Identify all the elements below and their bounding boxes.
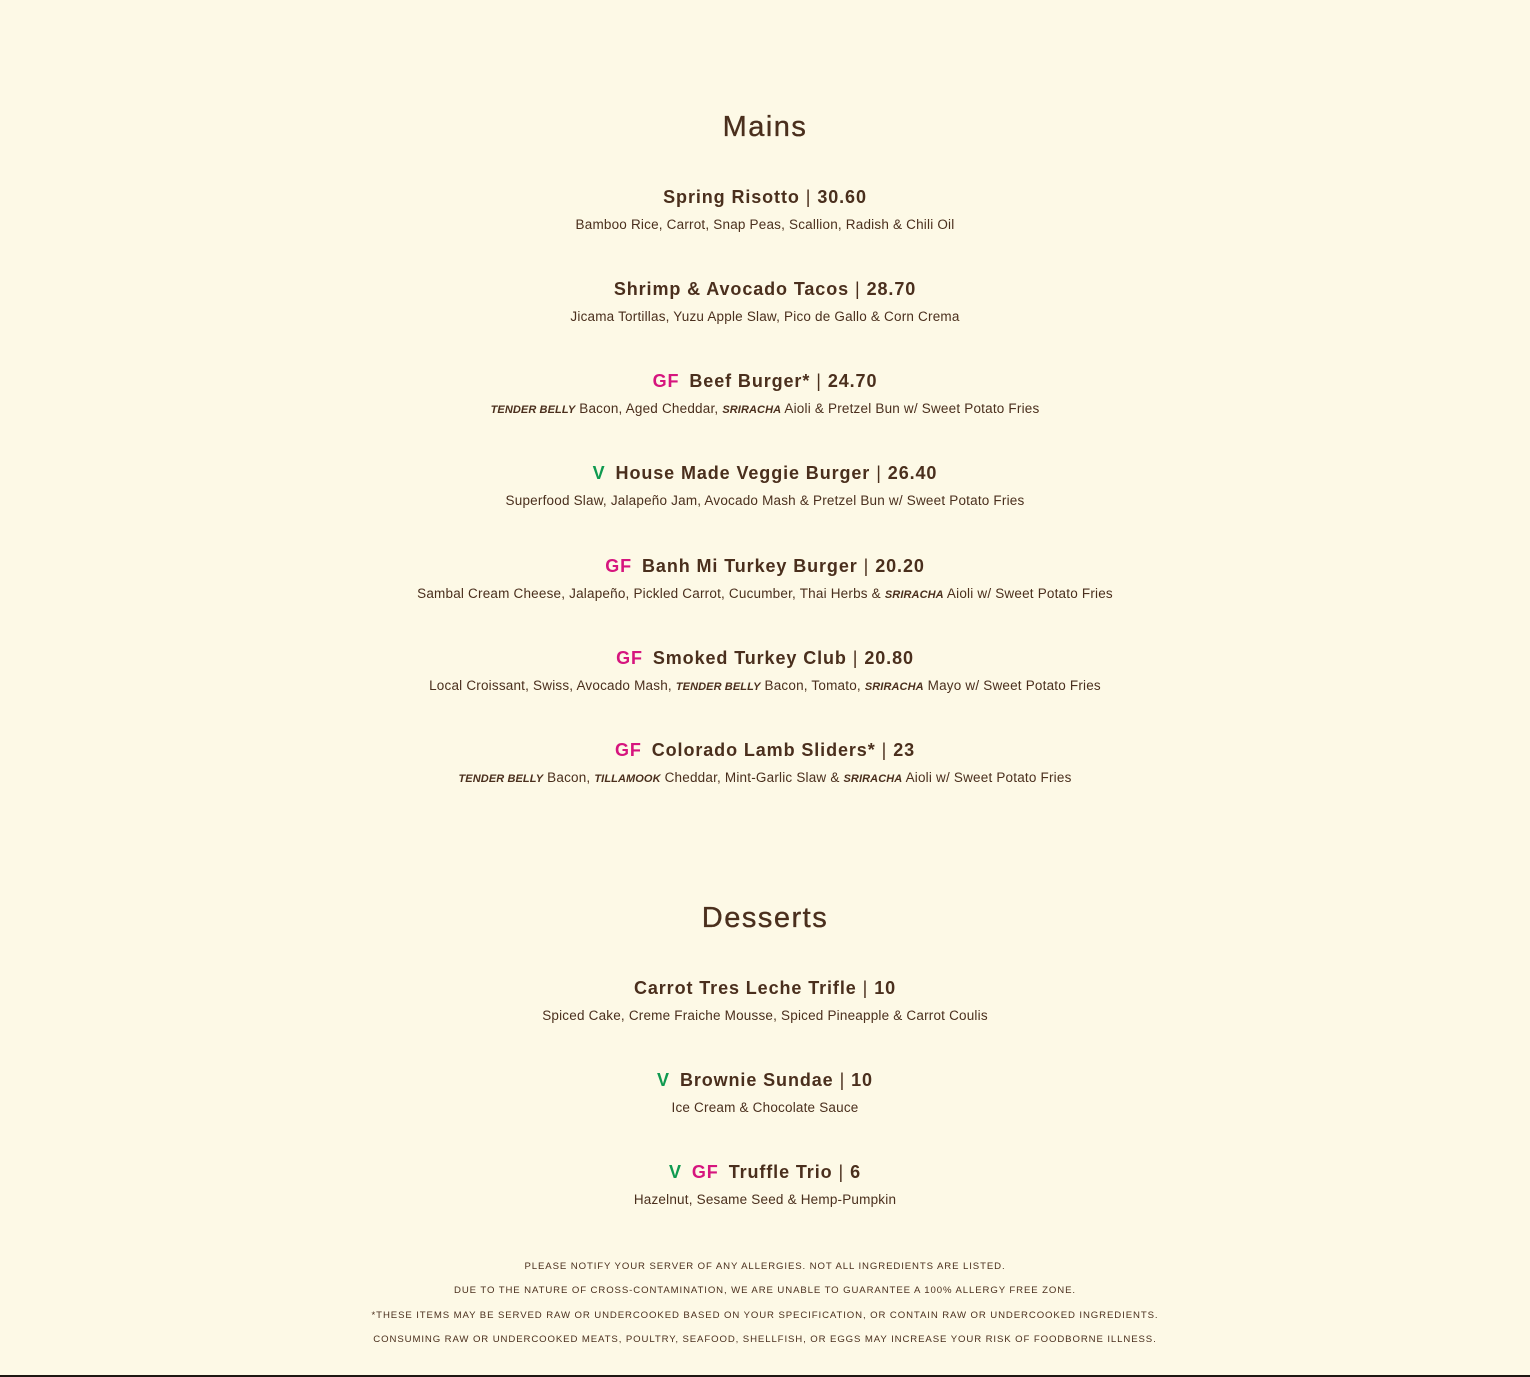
allergy-note: CONSUMING RAW OR UNDERCOOKED MEATS, POULTRY, SEAFOOD, SHELLFISH, OR EGGS MAY INCREASE YOUR RISK OF FOODBORNE ILLNESS.	[373, 1334, 1157, 1346]
menu-item-title	[0, 739, 1530, 761]
vegetarian-badge: V	[592, 463, 606, 483]
menu-item-description	[0, 1191, 1530, 1209]
description-text: Bacon,	[543, 770, 595, 785]
menu-item-price: 23	[893, 740, 916, 760]
menu-item-price: 20.20	[875, 556, 925, 576]
vegetarian-badge: V	[657, 1070, 670, 1090]
gluten-free-badge: GF	[605, 556, 633, 576]
description-text: Spiced Cake, Creme Fraiche Mousse, Spiced Pineapple & Carrot Coulis	[542, 1008, 988, 1023]
menu-item	[0, 370, 1530, 419]
description-text: Cheddar, Mint-Garlic Slaw &	[660, 770, 844, 785]
menu-item-description	[0, 1099, 1530, 1117]
menu-item-description	[0, 677, 1530, 696]
menu-item-name: Colorado Lamb Sliders*	[651, 740, 876, 760]
menu-item-title	[0, 186, 1530, 208]
menu-item-title	[0, 647, 1530, 669]
brand-name: TILLAMOOK	[594, 773, 661, 785]
menu-item-title	[0, 1161, 1530, 1183]
menu-item-price: 30.60	[817, 187, 867, 207]
description-text: Bamboo Rice, Carrot, Snap Peas, Scallion, Radish & Chili Oil	[575, 217, 955, 232]
menu-item-name: Banh Mi Turkey Burger	[642, 556, 858, 576]
menu-item	[0, 462, 1530, 510]
menu-item-title	[0, 278, 1530, 300]
menu-item-title	[0, 977, 1530, 999]
gluten-free-badge: GF	[616, 648, 643, 668]
menu-item-price: 28.70	[866, 279, 917, 299]
menu-item-name: Smoked Turkey Club	[652, 648, 847, 668]
menu-item-name: Spring Risotto	[663, 187, 800, 207]
brand-name: SRIRACHA	[722, 404, 782, 416]
menu-item-name: Beef Burger*	[689, 371, 811, 391]
description-text: Aioli & Pretzel Bun w/ Sweet Potato Fries	[781, 401, 1040, 416]
brand-name: SRIRACHA	[843, 773, 903, 785]
menu-item-description	[0, 492, 1530, 510]
menu-item	[0, 186, 1530, 234]
description-text: Aioli w/ Sweet Potato Fries	[902, 770, 1072, 785]
gluten-free-badge: GF	[691, 1162, 719, 1182]
menu-item-name: Shrimp & Avocado Tacos	[613, 279, 850, 299]
brand-name: SRIRACHA	[864, 681, 924, 693]
desserts-heading: Desserts	[701, 902, 829, 934]
menu-item-price: 24.70	[827, 371, 878, 391]
description-text: Jicama Tortillas, Yuzu Apple Slaw, Pico de Gallo & Corn Crema	[570, 309, 960, 324]
menu-item-title	[0, 370, 1530, 392]
menu-item	[0, 555, 1530, 604]
allergy-note: PLEASE NOTIFY YOUR SERVER OF ANY ALLERGIES. NOT ALL INGREDIENTS ARE LISTED.	[524, 1261, 1006, 1272]
menu-item-price: 6	[850, 1162, 861, 1182]
description-text: Ice Cream & Chocolate Sauce	[671, 1100, 859, 1115]
menu-item-price: 20.80	[864, 648, 914, 668]
menu-item	[0, 647, 1530, 696]
menu-item-title	[0, 1069, 1530, 1091]
price-separator: |	[816, 371, 822, 391]
menu-item	[0, 1069, 1530, 1117]
price-separator: |	[863, 556, 870, 576]
price-separator: |	[862, 978, 869, 998]
menu-item	[0, 1161, 1530, 1209]
description-text: Aioli w/ Sweet Potato Fries	[943, 586, 1113, 601]
menu-item-description	[0, 585, 1530, 604]
description-text: Local Croissant, Swiss, Avocado Mash,	[429, 678, 676, 693]
price-separator: |	[855, 279, 861, 299]
menu-item-name: Carrot Tres Leche Trifle	[633, 978, 857, 998]
menu-item-price: 10	[851, 1070, 873, 1090]
allergy-note: DUE TO THE NATURE OF CROSS-CONTAMINATION, WE ARE UNABLE TO GUARANTEE A 100% ALLERGY FREE ZONE.	[454, 1285, 1076, 1297]
menu-item-title	[0, 462, 1530, 484]
menu-item	[0, 278, 1530, 326]
price-separator: |	[852, 648, 859, 668]
menu-item-description	[0, 769, 1530, 788]
price-separator: |	[838, 1162, 845, 1182]
menu-item-description	[0, 216, 1530, 234]
description-text: Bacon, Aged Cheddar,	[575, 401, 723, 416]
description-text: Superfood Slaw, Jalapeño Jam, Avocado Mash & Pretzel Bun w/ Sweet Potato Fries	[505, 493, 1025, 508]
menu-item	[0, 977, 1530, 1025]
menu-item-name: House Made Veggie Burger	[615, 463, 871, 483]
menu-item-description	[0, 400, 1530, 419]
gluten-free-badge: GF	[614, 740, 642, 760]
description-text: Bacon, Tomato,	[760, 678, 865, 693]
allergy-notes	[0, 1261, 1530, 1359]
brand-name: TENDER BELLY	[675, 681, 761, 693]
brand-name: SRIRACHA	[884, 589, 944, 601]
description-text: Hazelnut, Sesame Seed & Hemp-Pumpkin	[633, 1192, 897, 1207]
menu-item-description	[0, 1007, 1530, 1025]
description-text: Sambal Cream Cheese, Jalapeño, Pickled Carrot, Cucumber, Thai Herbs &	[417, 586, 885, 601]
mains-heading: Mains	[722, 111, 808, 143]
vegetarian-badge: V	[668, 1162, 682, 1182]
price-separator: |	[876, 463, 882, 483]
brand-name: TENDER BELLY	[458, 773, 544, 785]
price-separator: |	[839, 1070, 846, 1090]
description-text: Mayo w/ Sweet Potato Fries	[923, 678, 1101, 693]
menu-item	[0, 739, 1530, 788]
menu-item-description	[0, 308, 1530, 326]
menu-item-title	[0, 555, 1530, 577]
menu-item-name: Brownie Sundae	[679, 1070, 834, 1090]
price-separator: |	[881, 740, 888, 760]
brand-name: TENDER BELLY	[490, 404, 576, 416]
menu-item-price: 10	[874, 978, 897, 998]
menu-item-name: Truffle Trio	[728, 1162, 833, 1182]
allergy-note: *THESE ITEMS MAY BE SERVED RAW OR UNDERCOOKED BASED ON YOUR SPECIFICATION, OR CONTAIN RAW OR UNDERCOOKED INGREDIENTS.	[371, 1309, 1159, 1321]
menu-item-price: 26.40	[887, 463, 938, 483]
gluten-free-badge: GF	[652, 371, 680, 391]
price-separator: |	[805, 187, 812, 207]
